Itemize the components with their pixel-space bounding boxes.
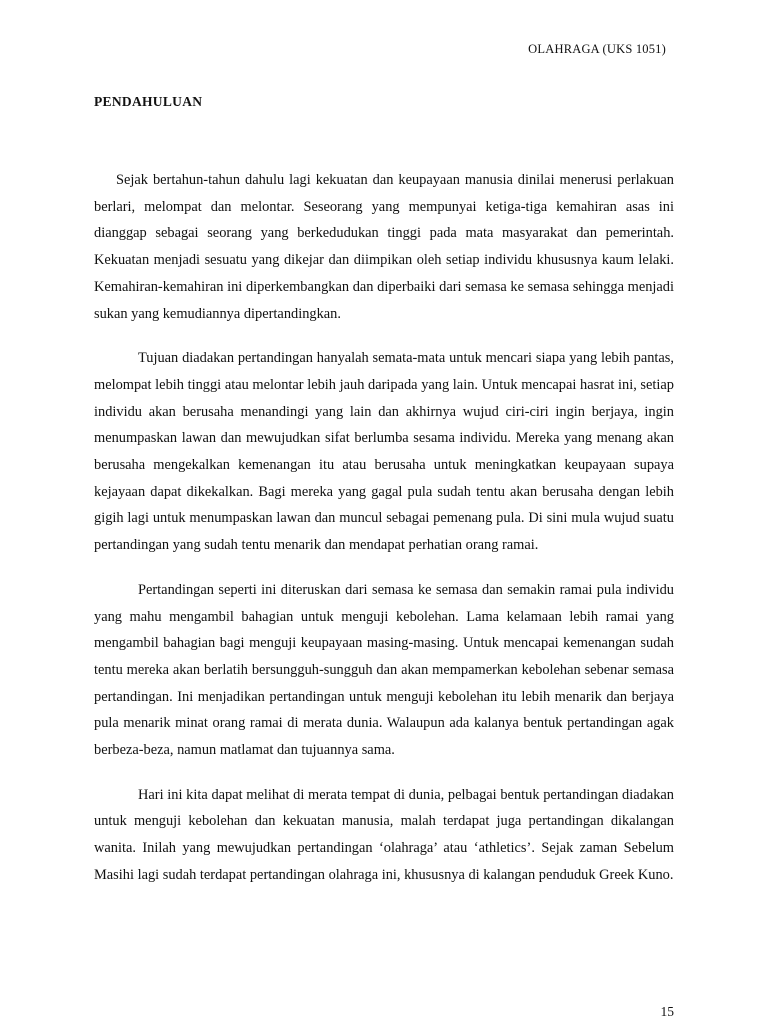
paragraph-1: Sejak bertahun-tahun dahulu lagi kekuatan dan keupayaan manusia dinilai menerusi perlakuan berlari, melompat dan melontar. Seseorang yang mempunyai ketiga-tiga kemahiran asas ini dianggap sebagai seorang yang berkedudukan tinggi pada mata masyarakat dan pemerintah. Kekuatan menjadi sesuatu yang dikejar dan diimpikan oleh setiap individu khususnya kaum lelaki. Kemahiran-kemahiran ini diperkembangkan dan diperbaiki dari semasa ke semasa sehingga menjadi sukan yang kemudiannya dipertandingkan. [94,172,674,322]
body-text [94,167,674,907]
paragraph-3: Pertandingan seperti ini diteruskan dari semasa ke semasa dan semakin ramai pula individu yang mahu mengambil bahagian untuk menguji kebolehan. Lama kelamaan lebih ramai yang mengambil bahagian bagi menguji keupayaan masing-masing. Untuk mencapai kemenangan sudah tentu mereka akan berlatih bersungguh-sungguh dan akan mempamerkan kebolehan sebenar semasa pertandingan. Ini menjadikan pertandingan untuk menguji kebolehan itu lebih menarik dan berjaya pula menarik minat orang ramai di merata dunia. Walaupun ada kalanya bentuk pertandingan agak berbeza-beza, namun matlamat dan tujuannya sama. [94,581,674,759]
section-heading: PENDAHULUAN [94,94,203,109]
paragraph-4: Hari ini kita dapat melihat di merata tempat di dunia, pelbagai bentuk pertandingan diadakan untuk menguji kebolehan dan kekuatan manusia, malah terdapat juga pertandingan dikalangan wanita. Inilah yang mewujudkan pertandingan ‘olahraga’ atau ‘athletics’. Sejak zaman Sebelum Masihi lagi sudah terdapat pertandingan olahraga ini, khususnya di kalangan penduduk Greek Kuno. [94,786,674,883]
page-number: 15 [660,1004,674,1019]
paragraph-2: Tujuan diadakan pertandingan hanyalah semata-mata untuk mencari siapa yang lebih pantas, melompat lebih tinggi atau melontar lebih jauh daripada yang lain. Untuk mencapai hasrat ini, setiap individu akan berusaha menandingi yang lain dan akhirnya wujud ciri-ciri ingin berjaya, ingin menumpaskan lawan dan mewujudkan sifat berlumba sesama individu. Mereka yang menang akan berusaha mengekalkan kemenangan itu atau berusaha untuk meningkatkan keupayaan supaya kejayaan dapat dikekalkan. Bagi mereka yang gagal pula sudah tentu akan berusaha dengan lebih gigih lagi untuk menumpaskan lawan dan muncul sebagai pemenang pula. Di sini mula wujud suatu pertandingan yang sudah tentu menarik dan mendapat perhatian orang ramai. [94,350,674,554]
running-header: OLAHRAGA (UKS 1051) [528,42,666,56]
